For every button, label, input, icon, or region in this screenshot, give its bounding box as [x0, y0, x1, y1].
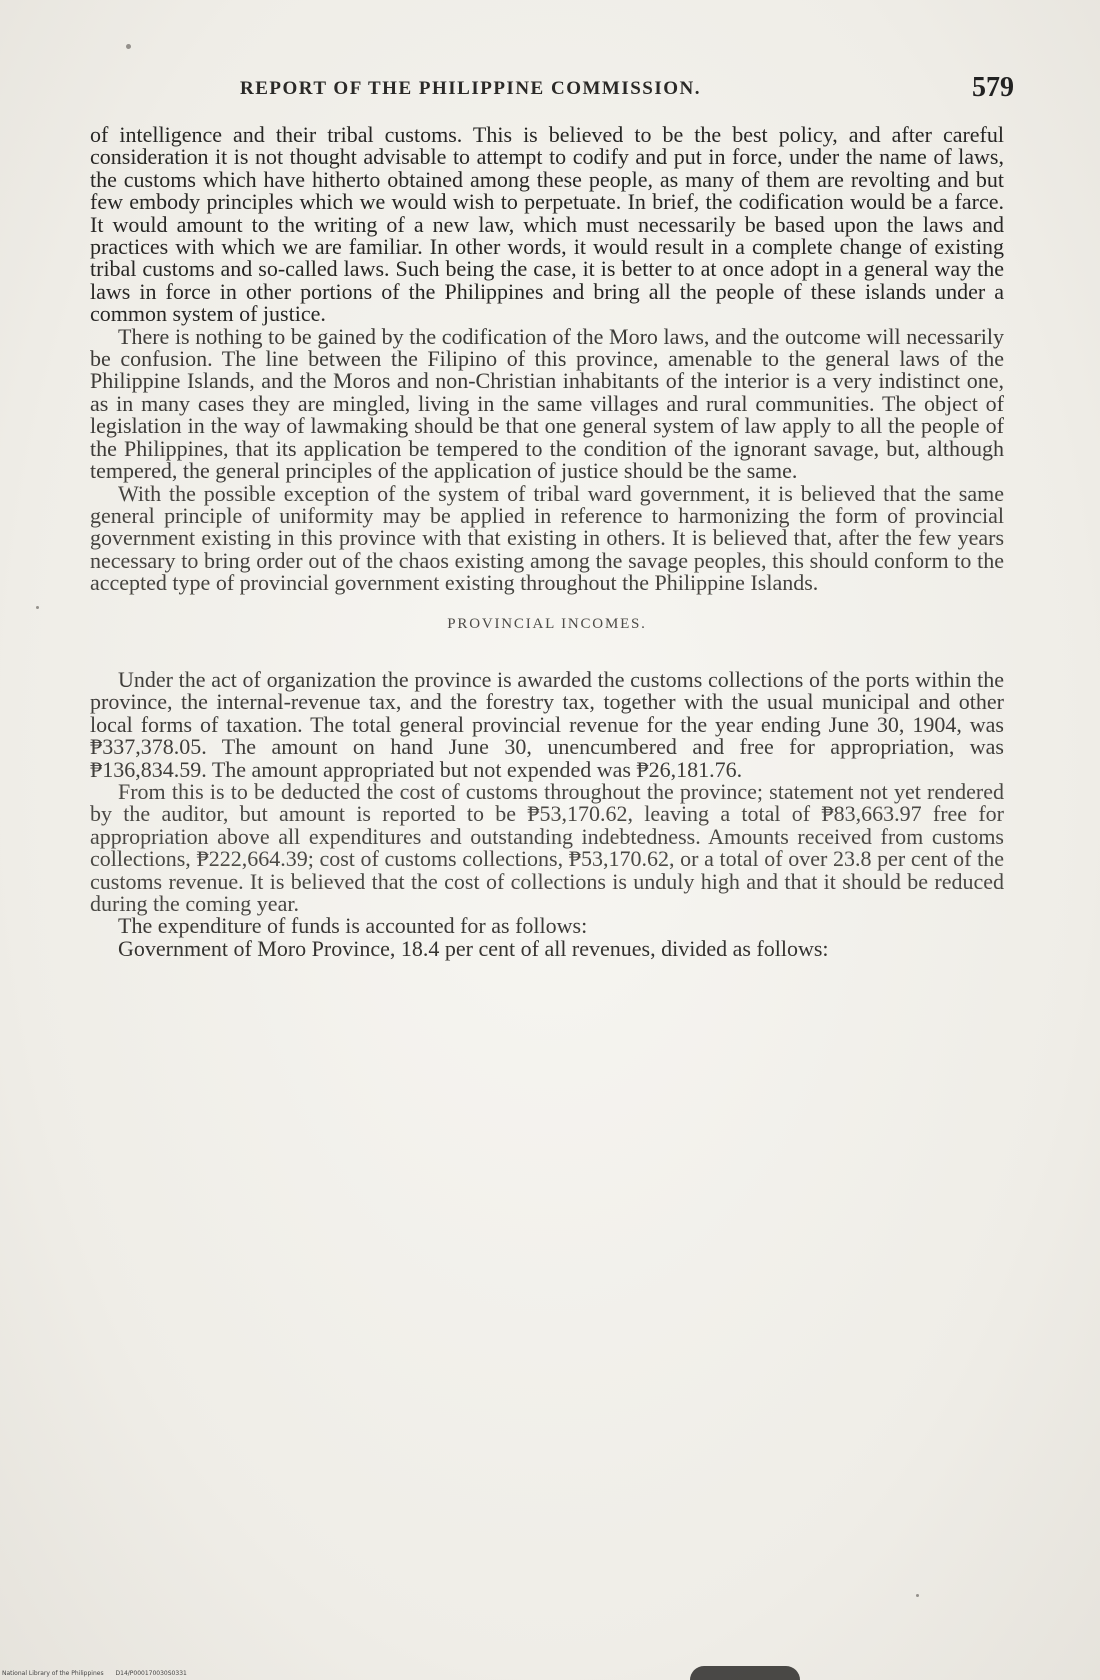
paragraph: Under the act of organization the province is awarded the customs collections of the ports within the province, the internal-revenue tax, and the forestry tax, together with the usual municipal and other local forms of taxation. The total general provincial revenue for the year ending June 30, 1904, was ₱337,378.05. The amount on hand June 30, unencumbered and free for appropriation, was ₱136,834.59. The amount appropriated but not expended was ₱26,181.76.	[90, 666, 1004, 782]
paragraph: With the possible exception of the system of tribal ward government, it is believed that the same general principle of uniformity may be applied in reference to harmonizing the form of provincial government existing in this province with that existing in others. It is believed that, after the few years necessary to bring order out of the chaos existing among the savage peoples, this should conform to the accepted type of provincial government existing throughout the Philippine Islands.	[90, 480, 1004, 596]
paragraph: The expenditure of funds is accounted for as follows:	[118, 913, 588, 939]
ink-speck	[126, 44, 131, 49]
section-heading: PROVINCIAL INCOMES.	[447, 615, 647, 632]
library-name: National Library of the Philippines	[2, 1670, 104, 1677]
paragraph: Government of Moro Province, 18.4 per cent of all revenues, divided as follows:	[118, 935, 829, 961]
page-number: 579	[972, 72, 1014, 103]
paragraph: of intelligence and their tribal customs. This is believed to be the best policy, and after careful consideration it is not thought advisable to attempt to codify and put in force, under the name of laws, the customs which have hitherto obtained among these people, as many of them are revolting and but few embody principles which we would wish to perpetuate. In brief, the codification would be a farce. It would amount to the writing of a new law, which must necessarily be based upon the laws and practices with which we are familiar. In other words, it would result in a complete change of existing tribal customs and so-called laws. Such being the case, it is better to at once adopt in a general way the laws in force in other portions of the Philippines and bring all the people of these islands under a common system of justice.	[90, 122, 1004, 327]
ink-speck	[916, 1594, 919, 1597]
ink-speck	[36, 606, 39, 609]
body-text	[90, 124, 1004, 960]
paragraph: From this is to be deducted the cost of customs throughout the province; statement not yet rendered by the auditor, but amount is reported to be ₱53,170.62, leaving a total of ₱83,663.97 free for appropriation above all expenditures and outstanding indebtedness. Amounts received from customs collections, ₱222,664.39; cost of customs collections, ₱53,170.62, or a total of over 23.8 per cent of the customs revenue. It is believed that the cost of collections is unduly high and that it should be reduced during the coming year.	[90, 778, 1004, 916]
scan-credit	[2, 1670, 197, 1677]
scan-shadow	[690, 1666, 800, 1680]
paragraph: There is nothing to be gained by the codification of the Moro laws, and the outcome will necessarily be confusion. The line between the Filipino of this province, amenable to the general laws of the Philippine Islands, and the Moros and non-Christian inhabitants of the interior is a very indistinct one, as in many cases they are mingled, living in the same villages and rural communities. The object of legislation in the way of lawmaking should be that one general system of law apply to all the people of the Philippines, that its application be tempered to the condition of the ignorant savage, but, although tempered, the general principles of the application of justice should be the same.	[90, 323, 1004, 484]
running-head: REPORT OF THE PHILIPPINE COMMISSION.	[240, 78, 702, 99]
page-header	[90, 72, 1014, 108]
catalog-id: D14/P000170030S0331	[115, 1670, 187, 1677]
